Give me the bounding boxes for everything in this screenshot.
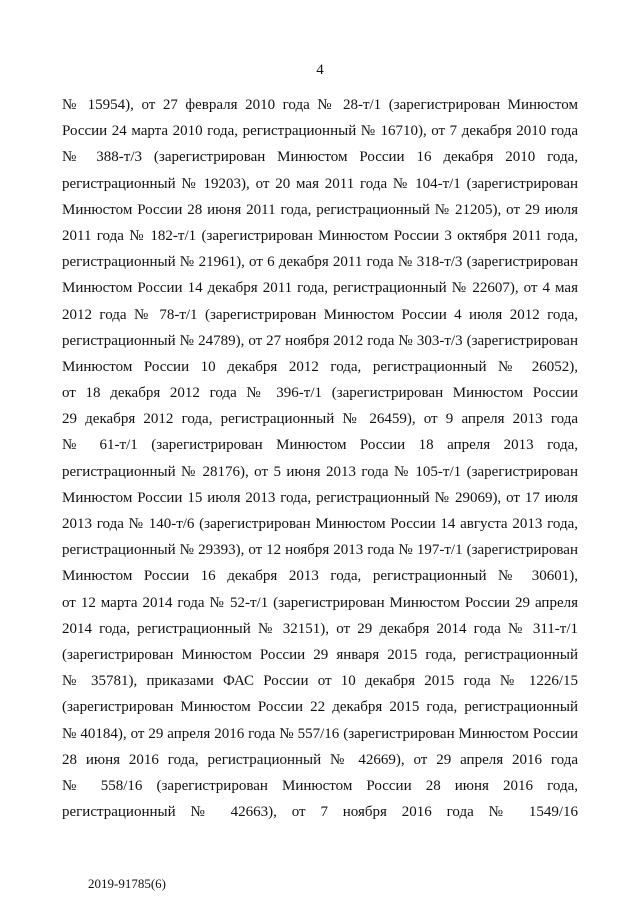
text-line: № 15954), от 27 февраля 2010 года № 28-т/1 (зарегистрирован Минюстом bbox=[62, 97, 578, 113]
text-line: России 24 марта 2010 года, регистрационный № 16710), от 7 декабря 2010 года bbox=[62, 123, 578, 140]
text-line: № 388-т/3 (зарегистрирован Минюстом России 16 декабря 2010 года, bbox=[62, 149, 578, 166]
text-line: № 40184), от 29 апреля 2016 года № 557/16 (зарегистрирован Минюстом России bbox=[62, 725, 578, 742]
text-line: (зарегистрирован Минюстом России 29 января 2015 года, регистрационный bbox=[62, 646, 578, 663]
document-body bbox=[62, 92, 578, 825]
text-line: регистрационный № 29393), от 12 ноября 2013 года № 197-т/1 (зарегистрирован bbox=[62, 542, 578, 559]
document-code: 2019-91785(6) bbox=[88, 876, 166, 891]
text-line: регистрационный № 21961), от 6 декабря 2011 года № 318-т/3 (зарегистрирован bbox=[62, 254, 578, 271]
text-line: 2012 года № 78-т/1 (зарегистрирован Минюстом России 4 июля 2012 года, bbox=[62, 306, 578, 323]
text-line: № 61-т/1 (зарегистрирован Минюстом России 18 апреля 2013 года, bbox=[62, 437, 578, 454]
text-line: Минюстом России 10 декабря 2012 года, регистрационный № 26052), bbox=[62, 358, 578, 375]
text-line: 29 декабря 2012 года, регистрационный № 26459), от 9 апреля 2013 года bbox=[62, 411, 578, 428]
text-line: Минюстом России 15 июля 2013 года, регистрационный № 29069), от 17 июля bbox=[62, 489, 578, 506]
text-line: от 12 марта 2014 года № 52-т/1 (зарегистрирован Минюстом России 29 апреля bbox=[62, 594, 578, 611]
text-line: 2013 года № 140-т/6 (зарегистрирован Минюстом России 14 августа 2013 года, bbox=[62, 516, 578, 532]
text-line: регистрационный № 24789), от 27 ноября 2012 года № 303-т/3 (зарегистрирован bbox=[62, 332, 578, 349]
text-line: № 35781), приказами ФАС России от 10 декабря 2015 года № 1226/15 bbox=[62, 673, 578, 690]
text-line: № 558/16 (зарегистрирован Минюстом России 28 июня 2016 года, bbox=[62, 777, 578, 794]
text-line: Минюстом России 16 декабря 2013 года, регистрационный № 30601), bbox=[62, 568, 578, 585]
text-line: регистрационный № 19203), от 20 мая 2011 года № 104-т/1 (зарегистрирован bbox=[62, 175, 578, 192]
page-number: 4 bbox=[316, 62, 324, 78]
text-line: 28 июня 2016 года, регистрационный № 42669), от 29 апреля 2016 года bbox=[62, 751, 578, 768]
text-line: регистрационный № 28176), от 5 июня 2013 года № 105-т/1 (зарегистрирован bbox=[62, 463, 578, 480]
text-line: 2011 года № 182-т/1 (зарегистрирован Минюстом России 3 октября 2011 года, bbox=[62, 227, 578, 244]
text-line: Минюстом России 14 декабря 2011 года, регистрационный № 22607), от 4 мая bbox=[62, 280, 578, 297]
text-line: Минюстом России 28 июня 2011 года, регистрационный № 21205), от 29 июля bbox=[62, 201, 578, 218]
text-line: 2014 года, регистрационный № 32151), от 29 декабря 2014 года № 311-т/1 bbox=[62, 620, 578, 637]
text-line: от 18 декабря 2012 года № 396-т/1 (зарегистрирован Минюстом России bbox=[62, 385, 578, 402]
text-line: регистрационный № 42663), от 7 ноября 2016 года № 1549/16 bbox=[62, 804, 578, 821]
text-line: (зарегистрирован Минюстом России 22 декабря 2015 года, регистрационный bbox=[62, 699, 578, 716]
